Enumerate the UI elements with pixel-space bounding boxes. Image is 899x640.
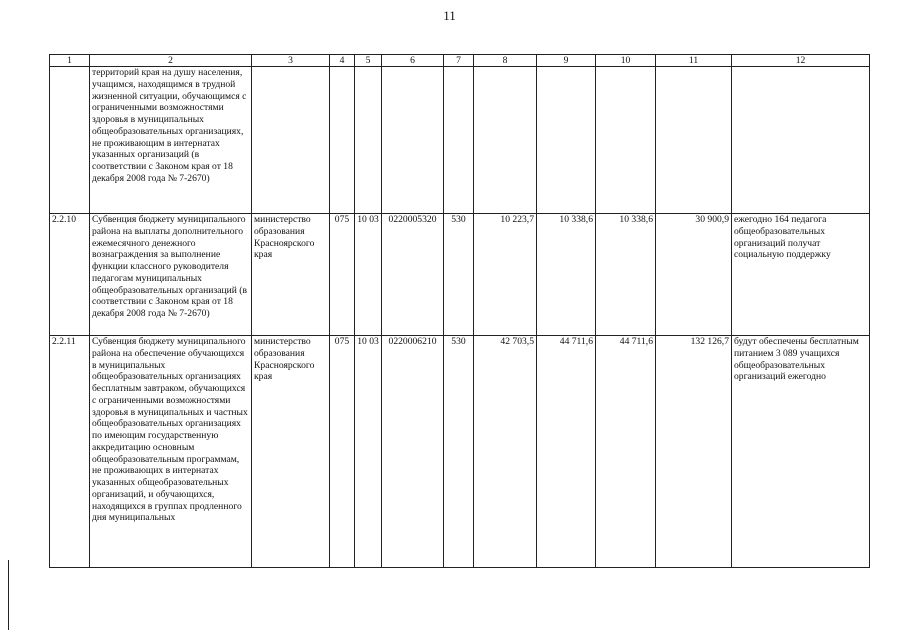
row-section: [355, 67, 382, 214]
row-target-article: [382, 67, 444, 214]
row-section: 10 03: [355, 336, 382, 568]
program-table: [49, 54, 870, 568]
column-header: 1: [50, 55, 90, 67]
column-header: 8: [474, 55, 537, 67]
row-administrator: министерство образования Красноярского края: [252, 214, 330, 336]
table-header: [50, 55, 870, 67]
table-row: [50, 336, 870, 568]
row-year1: [474, 67, 537, 214]
row-number: [50, 67, 90, 214]
table-row: [50, 67, 870, 214]
row-section: 10 03: [355, 214, 382, 336]
row-total: 132 126,7: [656, 336, 732, 568]
column-header: 9: [537, 55, 596, 67]
column-header: 3: [252, 55, 330, 67]
row-name: Субвенция бюджету муниципального района на обеспечение обучающихся в муниципальных общеобразовательных организациях бесплатным завтраком, обучающихся с ограниченными возможностями здоровья в муниципальных и частных общеобразовательных организациях по имеющим государственную аккредитацию основным общеобразовательным программам, не проживающих в интернатах указанных общеобразовательных организаций, и обучающихся, находящихся в группах продленного дня муниципальных: [90, 336, 252, 568]
row-name: Субвенция бюджету муниципального района на выплаты дополнительного ежемесячного денежного вознаграждения за выполнение функции классного руководителя педагогам муниципальных общеобразовательных организаций (в соответствии с Законом края от 18 декабря 2008 года № 7-2670): [90, 214, 252, 336]
header-row: [50, 55, 870, 67]
row-year3: 44 711,6: [596, 336, 656, 568]
row-result: ежегодно 164 педагога общеобразовательных организаций получат социальную поддержку: [732, 214, 870, 336]
row-target-article: 0220006210: [382, 336, 444, 568]
row-target-article: 0220005320: [382, 214, 444, 336]
binding-margin-line: [8, 560, 9, 630]
row-grbs-code: [330, 67, 355, 214]
column-header: 11: [656, 55, 732, 67]
row-number: 2.2.10: [50, 214, 90, 336]
row-year3: 10 338,6: [596, 214, 656, 336]
column-header: 12: [732, 55, 870, 67]
row-administrator: министерство образования Красноярского края: [252, 336, 330, 568]
row-year3: [596, 67, 656, 214]
row-year1: 42 703,5: [474, 336, 537, 568]
row-total: 30 900,9: [656, 214, 732, 336]
row-number: 2.2.11: [50, 336, 90, 568]
table-row: [50, 214, 870, 336]
row-result: будут обеспечены бесплатным питанием 3 089 учащихся общеобразовательных организаций ежегодно: [732, 336, 870, 568]
row-name: территорий края на душу населения, учащимся, находящимся в трудной жизненной ситуации, обучающимся с ограниченными возможностями здоровья в муниципальных общеобразовательных организациях, не проживающим в интернатах указанных организаций (в соответствии с Законом края от 18 декабря 2008 года № 7-2670): [90, 67, 252, 214]
row-expense-type: 530: [444, 214, 474, 336]
column-header: 2: [90, 55, 252, 67]
column-header: 5: [355, 55, 382, 67]
row-year2: [537, 67, 596, 214]
row-expense-type: [444, 67, 474, 214]
column-header: 6: [382, 55, 444, 67]
row-administrator: [252, 67, 330, 214]
row-result: [732, 67, 870, 214]
column-header: 4: [330, 55, 355, 67]
row-total: [656, 67, 732, 214]
page-number: 11: [443, 8, 456, 23]
row-expense-type: 530: [444, 336, 474, 568]
column-header: 10: [596, 55, 656, 67]
row-year2: 10 338,6: [537, 214, 596, 336]
row-grbs-code: 075: [330, 214, 355, 336]
row-year1: 10 223,7: [474, 214, 537, 336]
row-grbs-code: 075: [330, 336, 355, 568]
row-year2: 44 711,6: [537, 336, 596, 568]
column-header: 7: [444, 55, 474, 67]
